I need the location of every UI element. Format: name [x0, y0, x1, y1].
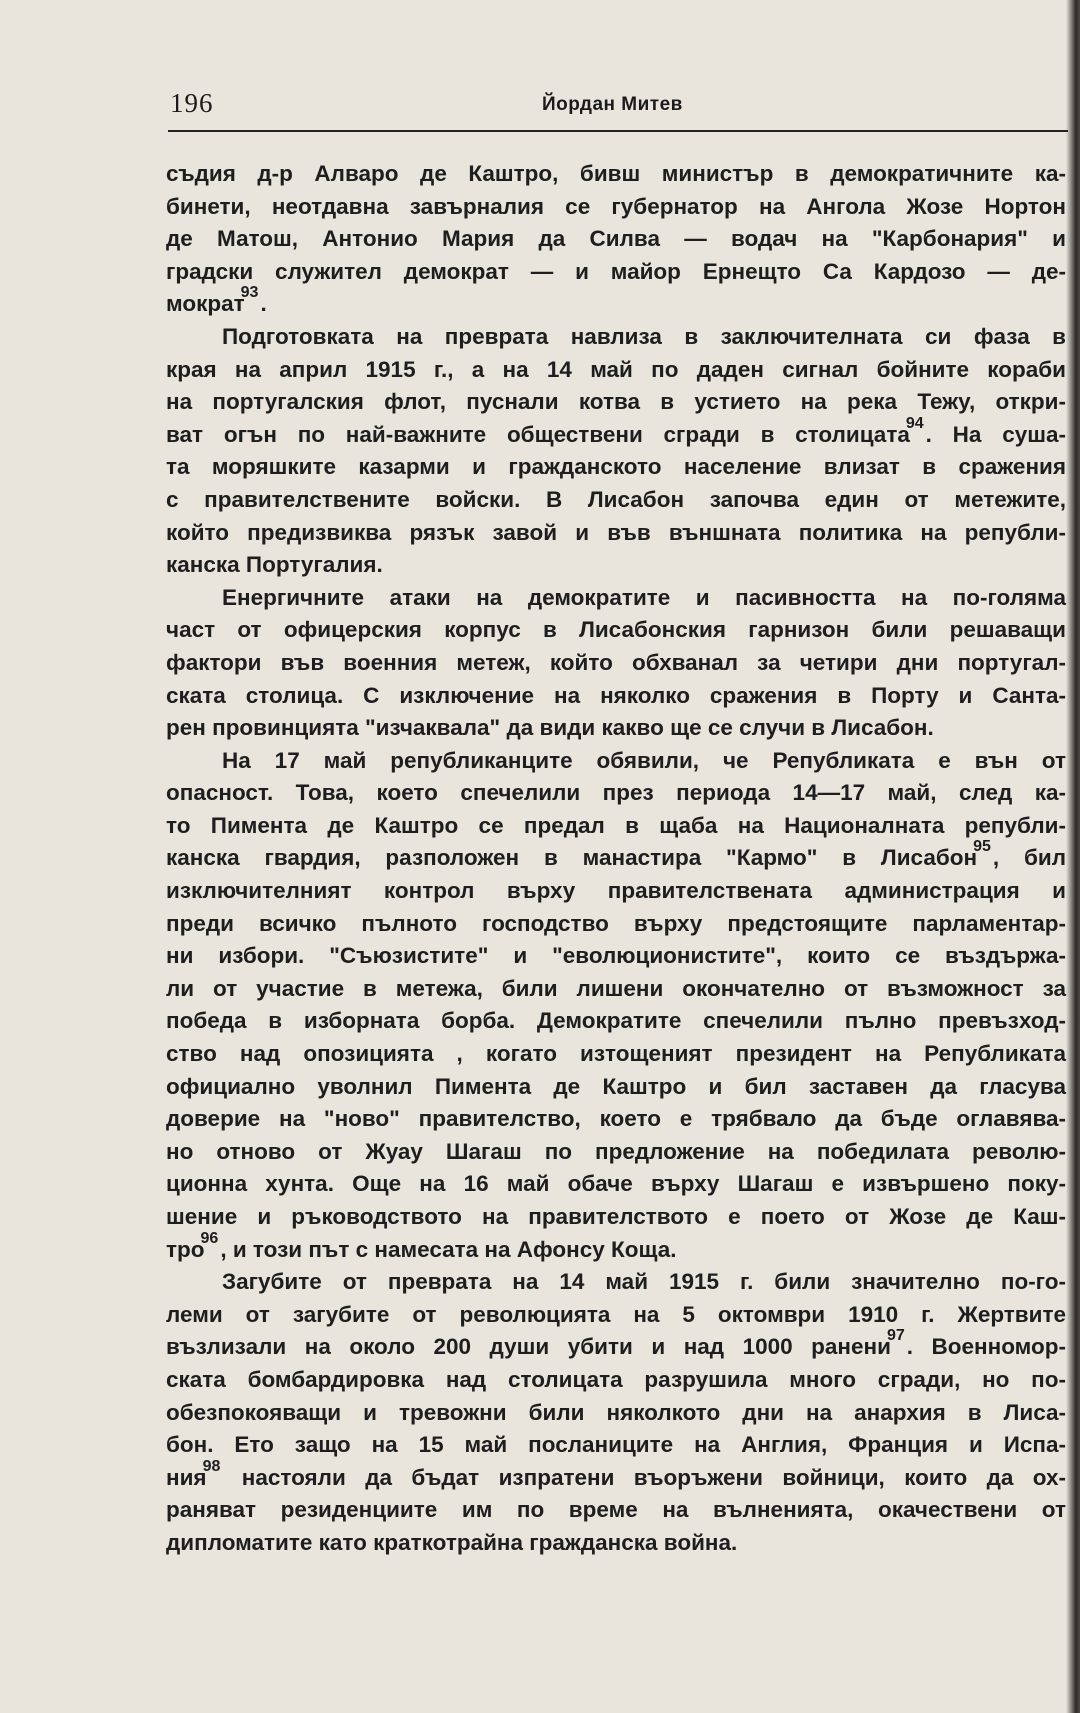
text-line — [166, 680, 1066, 713]
line-text: ли от участие в метежа, били лишени окончателно от възможност за — [166, 975, 1066, 1001]
text-line — [166, 1527, 1066, 1560]
text-line — [166, 940, 1066, 973]
line-text: ционна хунта. Още на 16 май обаче върху Шагаш е извършено поку- — [166, 1171, 1066, 1197]
line-text: де Матош, Антонио Мария да Силва — водач на "Карбонария" и — [166, 226, 1066, 252]
line-text: канска гвардия, разположен в манастира "Кармо" в Лисабон — [166, 845, 978, 871]
line-text: с правителствените войски. В Лисабон започва един от метежите, — [166, 486, 1066, 512]
text-line — [166, 838, 1066, 875]
line-text: Загубите от преврата на 14 май 1915 г. били значително по-го- — [222, 1269, 1066, 1295]
text-line — [166, 484, 1066, 517]
line-text: то Пимента де Каштро се предал в щаба на Националната републи- — [166, 812, 1066, 838]
footnote-marker: 97 — [886, 1327, 905, 1345]
line-text: но отново от Жуау Шагаш по предложение на победилата револю- — [166, 1138, 1066, 1164]
text-line — [166, 321, 1066, 354]
line-text: ния — [166, 1464, 207, 1490]
header-rule — [168, 130, 1068, 132]
text-line — [166, 191, 1066, 224]
body-text — [166, 158, 1066, 1560]
text-line — [166, 1229, 1066, 1267]
line-text: ни избори. "Съюзистите" и "еволюционистите", които се въздържа- — [166, 943, 1066, 969]
line-text-continuation: настояли да бъдат изпратени въоръжени войници, които да ох- — [222, 1464, 1066, 1490]
line-text: победа в изборната борба. Демократите спечелили пълно превъзход- — [166, 1008, 1066, 1034]
running-head-author: Йордан Митев — [542, 94, 683, 115]
text-line — [166, 712, 1066, 745]
text-line — [166, 1038, 1066, 1071]
text-line — [166, 1103, 1066, 1136]
page-number: 196 — [170, 88, 214, 118]
line-text: края на април 1915 г., а на 14 май по даден сигнал бойните кораби — [166, 356, 1066, 382]
paragraph — [166, 158, 1066, 321]
text-line — [166, 223, 1066, 256]
line-text: леми от загубите от революцията на 5 октомври 1910 г. Жертвите — [166, 1301, 1066, 1327]
line-text: мократ — [166, 291, 245, 317]
line-text: съдия д-р Алваро де Каштро, бивш министър в демократичните ка- — [166, 161, 1066, 186]
text-line — [166, 414, 1066, 452]
line-text: който предизвиква рязък завой и във външната политика на републи- — [166, 519, 1066, 545]
text-line — [166, 256, 1066, 289]
text-line — [166, 1327, 1066, 1364]
line-text-continuation: . — [260, 291, 267, 317]
text-line — [166, 1364, 1066, 1397]
text-line — [166, 284, 1066, 321]
line-text: На 17 май републиканците обявили, че Републиката е вън от — [222, 747, 1066, 773]
line-text: изключителният контрол върху правителствената администрация и — [166, 878, 1066, 904]
footnote-marker: 96 — [200, 1229, 219, 1247]
line-text: официално уволнил Пимента де Каштро и бил заставен да гласува — [166, 1073, 1066, 1099]
paragraph — [166, 1266, 1066, 1559]
line-text: канска Португалия. — [166, 552, 383, 578]
text-line — [166, 745, 1066, 778]
line-text: ската бомбардировка над столицата разрушила много сгради, но по- — [166, 1366, 1066, 1392]
footnote-marker: 94 — [905, 414, 924, 432]
text-line — [166, 614, 1066, 647]
text-line — [166, 354, 1066, 387]
line-text: ство над опозицията , когато изтощеният президент на Републиката — [166, 1041, 1066, 1067]
line-text: доверие на "ново" правителство, което е трябвало да бъде оглавява- — [166, 1106, 1066, 1132]
text-line — [166, 158, 1066, 191]
line-text: раняват резиденциите им по време на вълненията, окачествени от — [166, 1497, 1066, 1523]
text-line — [166, 777, 1066, 810]
text-line — [166, 875, 1066, 908]
footnote-marker: 93 — [240, 284, 259, 302]
line-text: част от офицерския корпус в Лисабонския гарнизон били решаващи — [166, 617, 1066, 643]
line-text-continuation: , и този път с намесата на Афонсу Коща. — [220, 1236, 677, 1262]
text-line — [166, 1201, 1066, 1234]
line-text: тро — [166, 1236, 205, 1262]
text-line — [166, 1299, 1066, 1332]
line-text: ват огън по най-важните обществени сгради в столицата — [166, 421, 910, 447]
text-line — [166, 549, 1066, 582]
text-line — [166, 1136, 1066, 1169]
page-edge-shadow — [1066, 0, 1080, 1713]
line-text: на португалския флот, пуснали котва в устието на река Тежу, откри- — [166, 389, 1066, 415]
line-text: Енергичните атаки на демократите и пасивността на по-голяма — [222, 584, 1066, 610]
text-line — [166, 1429, 1066, 1462]
line-text: обезпокояващи и тревожни били няколкото дни на анархия в Лиса- — [166, 1399, 1066, 1425]
line-text: възлизали на около 200 души убити и над 1000 ранени — [166, 1334, 891, 1360]
paragraph — [166, 745, 1066, 1267]
line-text: опасност. Това, което спечелили през периода 14—17 май, след ка- — [166, 780, 1066, 806]
line-text-continuation: , бил — [992, 845, 1066, 871]
text-line — [166, 908, 1066, 941]
line-text: шение и ръководството на правителството е поето от Жозе де Каш- — [166, 1204, 1066, 1229]
line-text-continuation: . На суша- — [925, 421, 1066, 447]
text-line — [166, 1005, 1066, 1038]
text-line — [166, 973, 1066, 1006]
text-line — [166, 386, 1066, 419]
line-text-continuation: . Военномор- — [906, 1334, 1066, 1360]
line-text: Подготовката на преврата навлиза в заключителната си фаза в — [222, 323, 1066, 349]
line-text: дипломатите като краткотрайна гражданска война. — [166, 1529, 738, 1555]
text-line — [166, 1457, 1066, 1495]
text-line — [166, 1266, 1066, 1299]
footnote-marker: 98 — [202, 1457, 221, 1475]
text-line — [166, 1168, 1066, 1201]
line-text: ската столица. С изключение на няколко сражения в Порту и Санта- — [166, 682, 1066, 708]
text-line — [166, 647, 1066, 680]
text-line — [166, 517, 1066, 550]
line-text: бинети, неотдавна завърналия се губернатор на Ангола Жозе Нортон — [166, 193, 1066, 219]
line-text: бон. Ето защо на 15 май посланиците на Англия, Франция и Испа- — [166, 1432, 1066, 1458]
line-text: та моряшките казарми и гражданското население влизат в сражения — [166, 454, 1066, 480]
line-text: преди всичко пълното господство върху предстоящите парламентар- — [166, 910, 1066, 936]
text-line — [166, 810, 1066, 843]
paragraph — [166, 321, 1066, 582]
line-text: рен провинцията "изчаквала" да види какво ще се случи в Лисабон. — [166, 715, 934, 741]
text-line — [166, 1397, 1066, 1430]
paragraph — [166, 582, 1066, 745]
text-line — [166, 1071, 1066, 1104]
running-header — [170, 88, 1070, 128]
text-line — [166, 582, 1066, 615]
text-line — [166, 451, 1066, 484]
line-text: градски служител демократ — и майор Ернещто Са Кардозо — де- — [166, 258, 1066, 284]
footnote-marker: 95 — [973, 838, 991, 856]
line-text: фактори във военния метеж, който обхванал за четири дни португал- — [166, 649, 1066, 675]
text-line — [166, 1494, 1066, 1527]
